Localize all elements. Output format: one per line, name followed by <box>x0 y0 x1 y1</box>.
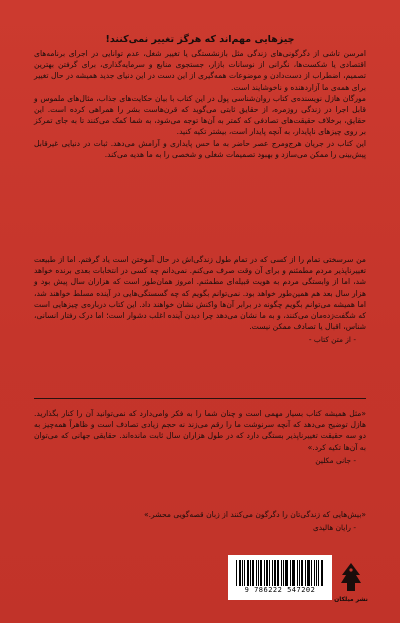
barcode-bar <box>264 560 265 586</box>
barcode-bar <box>258 560 259 586</box>
barcode-bar <box>250 560 251 586</box>
barcode-bar <box>290 560 291 586</box>
barcode-bar <box>292 560 293 586</box>
book-excerpt <box>34 254 366 346</box>
barcode-bar <box>272 560 273 586</box>
cover-headline: چیزهایی مهم‌اند که هرگز تغییر نمی‌کنند! <box>105 34 295 45</box>
barcode-number: 9 786222 547202 <box>244 586 316 594</box>
barcode-bar <box>269 560 270 586</box>
barcode-bar <box>314 560 316 586</box>
barcode-bar <box>318 560 319 586</box>
barcode-bar <box>285 560 288 586</box>
barcode-bar <box>301 560 303 586</box>
barcode-bar <box>239 560 241 586</box>
barcode-bar <box>316 560 317 586</box>
quote-text: «بیش‌هایی که زندگی‌تان را دگرگون می‌کنند از زبان قصه‌گویی محشر.» <box>144 510 366 519</box>
quote-author: - جانی مکلین <box>315 455 356 465</box>
section-divider <box>34 398 366 399</box>
barcode-bar <box>252 560 254 586</box>
barcode-bar <box>307 560 310 586</box>
barcode-bar <box>281 560 282 586</box>
barcode-bar <box>260 560 262 586</box>
barcode-bar <box>266 560 269 586</box>
barcode-bars <box>236 560 324 586</box>
barcode-bar <box>293 560 295 586</box>
barcode-bar <box>277 560 279 586</box>
barcode-bar <box>299 560 300 586</box>
publisher-logo-icon <box>338 561 364 595</box>
publisher-label: نشر میلکان <box>334 596 368 603</box>
isbn-barcode <box>228 555 332 600</box>
barcode-bar <box>305 560 306 586</box>
barcode-bar <box>236 560 237 586</box>
barcode-bar <box>311 560 312 586</box>
description-paragraph: این کتاب در جریان هرج‌ومرج عصر حاضر به ما حس پایداری و آرامش می‌دهد. ثبات در دنیایی غیرقابل پیش‌بینی را ممکن می‌سازد و بهبود تصمیمات شغلی و شخصی را به ما هدیه می‌کند. <box>34 138 366 159</box>
description-paragraph: امرسن تاشی از دگرگونی‌های زندگی مثل بازنشستگی یا تغییر شغل، عدم توانایی در اجرای برنامه‌های اقتصادی یا شکست‌ها، نگرانی از نوسانات بازار، جستجوی منابع و سرمایه‌گذاری، برای گرفتن بهترین تصمیم، اضطراب از دست‌دادن و موضوعات همه‌گیری از این دست در این دنیای جدید همیشه در حال تغییر برای همه‌ی ما آزاردهنده و ناخوشایند است. <box>34 49 366 92</box>
barcode-bar <box>247 560 250 586</box>
description-block <box>34 48 366 160</box>
barcode-bar <box>321 560 323 586</box>
barcode-bar <box>256 560 257 586</box>
endorsement-quote <box>34 408 366 466</box>
quote-author: - رایان هالیدی <box>312 523 356 533</box>
endorsement-quote <box>34 509 366 533</box>
description-paragraph: مورگان هازل نویسنده‌ی کتاب روان‌شناسی پول در این کتاب با بیان حکایت‌های جذاب، مثال‌های ملموس و قابل اجرا در زندگی روزمره، از حقایق ثابتی می‌گوید که قرن‌هاست بشر را همراهی کرده است. این حقایق، برخلاف حقیقت‌های تصادفی که کمتر به آن‌ها توجه می‌شود، به شما کمک می‌کنند تا به جای تمرکز بر روی چیزهای ناپایدار، به آنچه پایدار است، بیشتر تکیه کنید. <box>34 93 366 137</box>
barcode-bar <box>274 560 276 586</box>
barcode-bar <box>283 560 284 586</box>
barcode-bar <box>297 560 298 586</box>
barcode-bar <box>244 560 245 586</box>
excerpt-signature: - از متن کتاب - <box>308 335 356 345</box>
excerpt-text: من سرسختی تمام را از کسی که در تمام طول زندگی‌اش در حال آموختن است یاد گرفتم. اما از طبیعت تغییرناپذیر مردم مطمئنم و برای آن وقت صرف می‌کنم. نمی‌دانم چه کسی در انتخابات بعدی برنده خواهد شد، اما از وابستگی مردم به هویت قبیله‌ای مطمئنم. امروز همان‌طور است که هزاران سال پیش بود و هزار سال بعد هم همین‌طور خواهد بود. نمی‌توانم بگویم که چه گسستگی‌هایی در آینده مسلط خواهند شد، اما همیشه می‌توانم بگویم چگونه در برابر آن‌ها واکنش نشان خواهند داد. این کتاب درباره‌ی چیزهایی است که شگفت‌زده‌مان می‌کنند، و به ما نشان می‌دهد چرا دیدن آینده اغلب دشوار است؛ اما درک رفتار انسانی، شناس، اقبال یا تصادف ممکن نیست. <box>34 255 366 332</box>
barcode-bar <box>242 560 243 586</box>
quote-text: «مثل همیشه کتاب بسیار مهمی است و چنان شما را به فکر وامی‌دارد که نمی‌توانید آن را کنار بگذارید. هازل توضیح می‌دهد که آنچه سرنوشت ما را رقم می‌زند نه حجم زیادی تصادف است و ظاهراً همه‌چیز به دو سه حقیقت تغییرناپذیر بستگی دارد که در طول هزاران سال ثابت مانده‌اند. حقایقی جهانی که می‌توان به آن‌ها تکیه کرد.» <box>34 409 366 452</box>
